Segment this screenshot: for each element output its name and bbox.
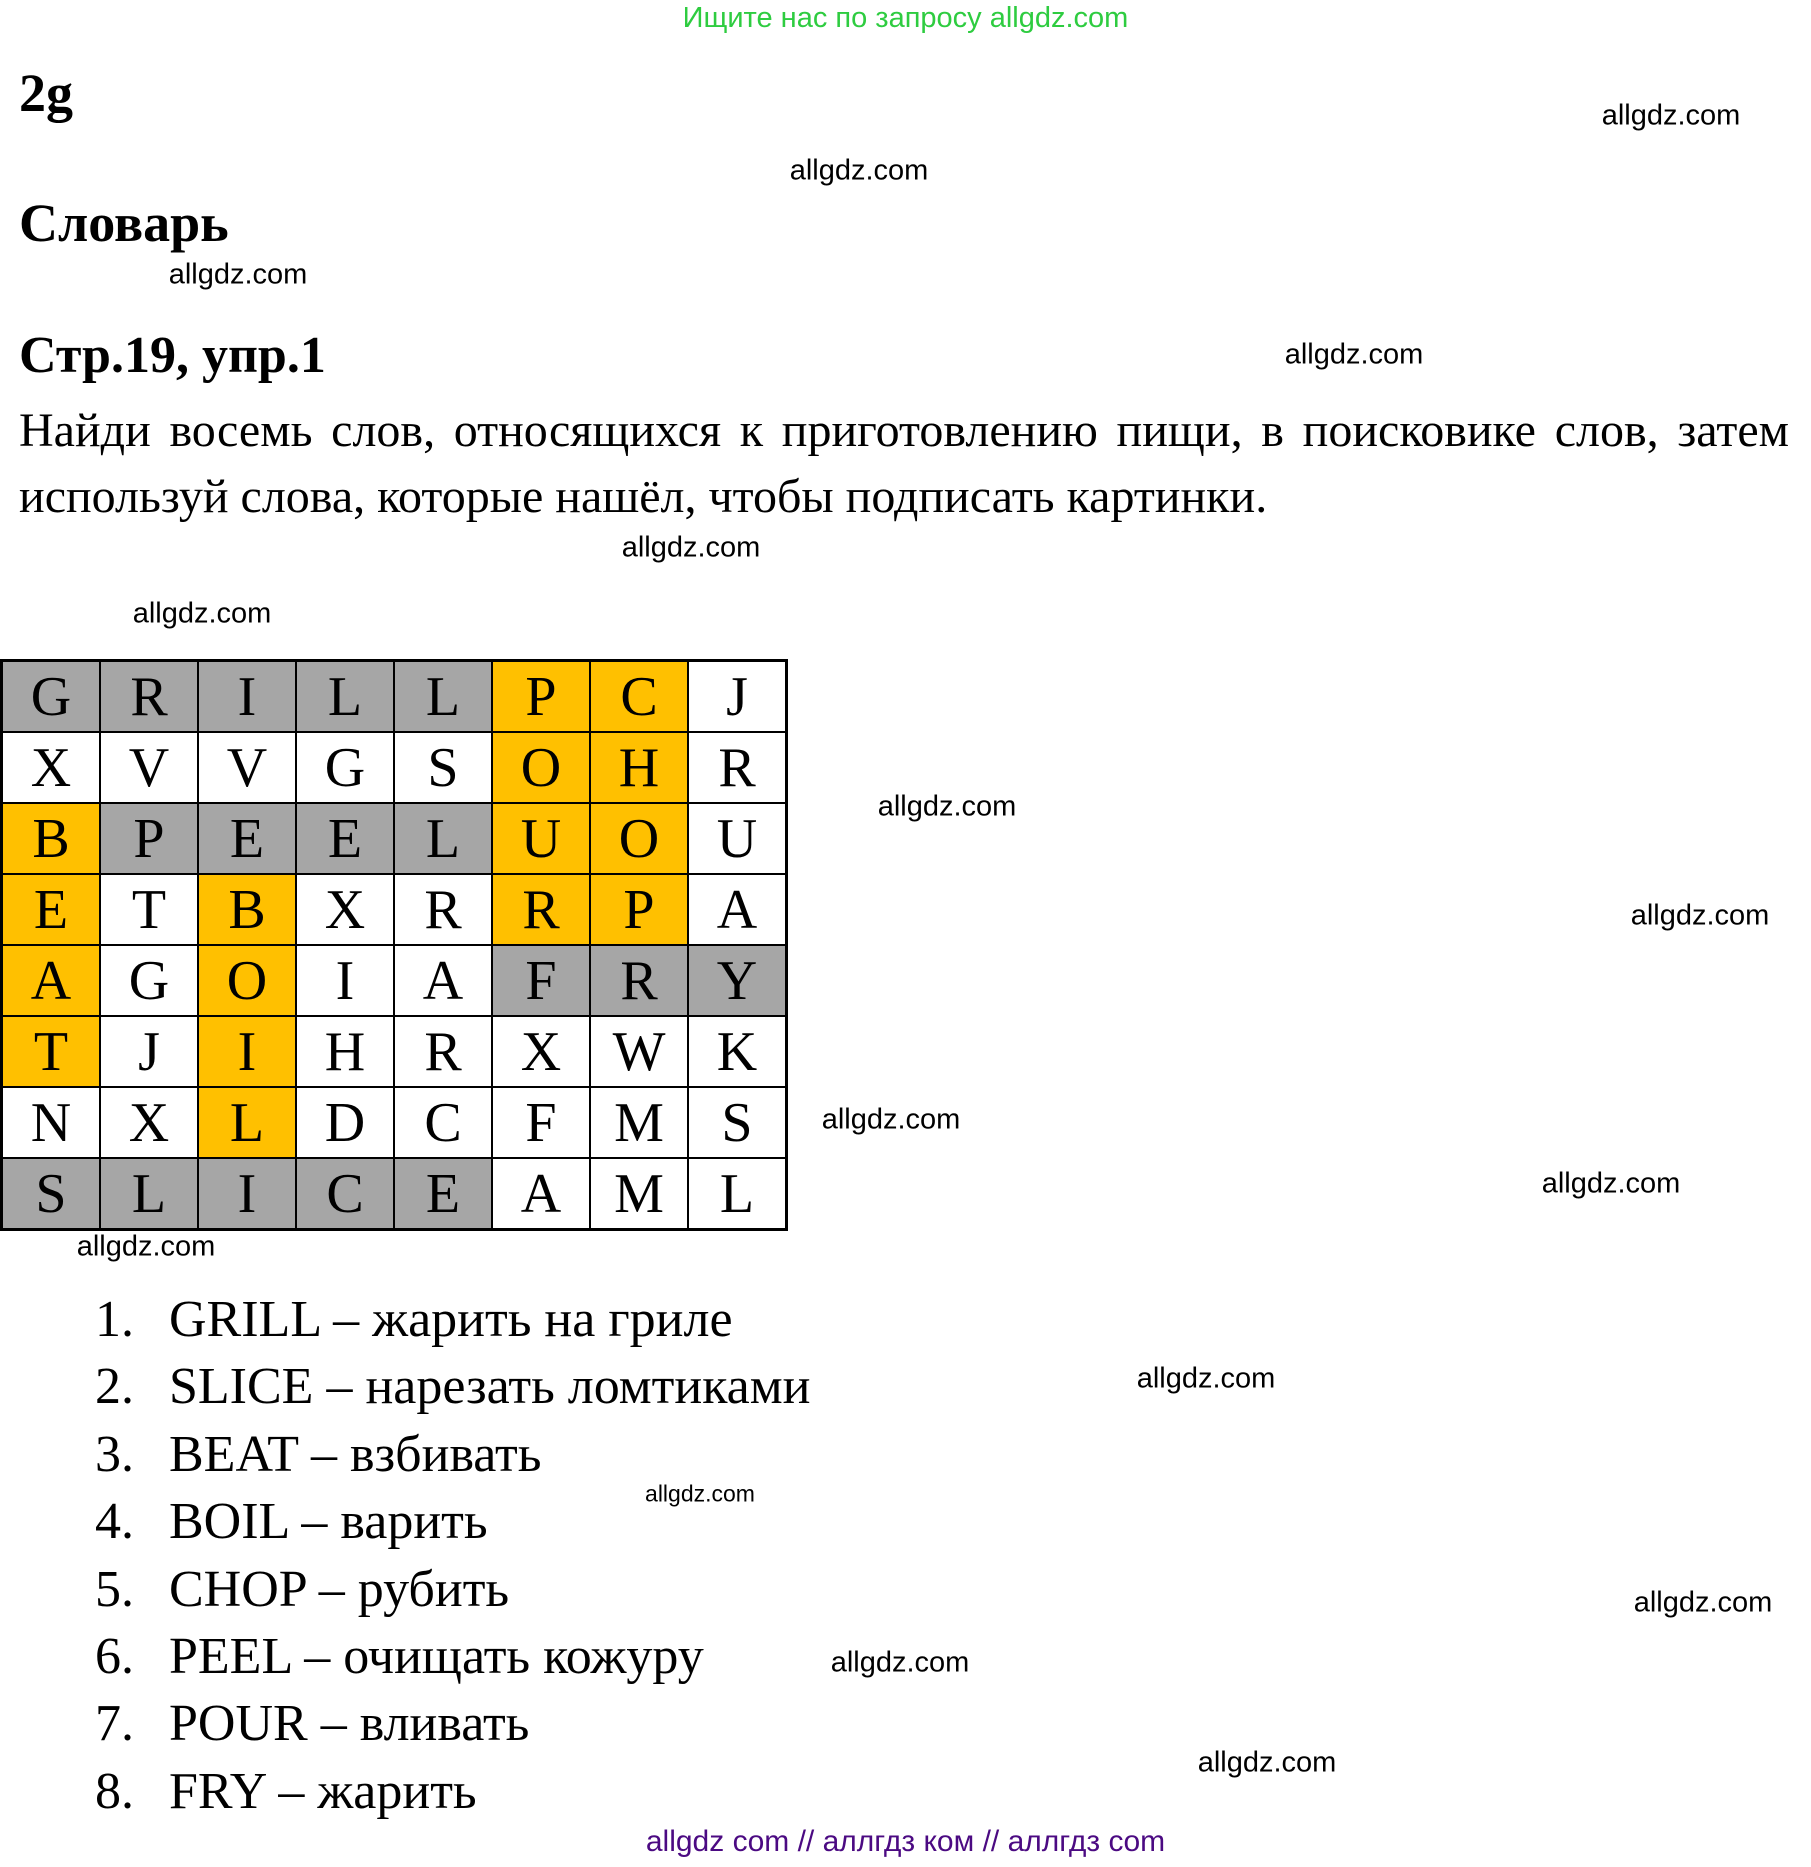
grid-cell: P (492, 661, 590, 733)
grid-cell: E (296, 803, 394, 874)
answer-number: 1. (95, 1291, 134, 1348)
answer-number: 5. (95, 1560, 134, 1618)
grid-cell: B (198, 874, 296, 945)
grid-cell: D (296, 1087, 394, 1158)
grid-cell: H (590, 732, 688, 803)
grid-cell: L (100, 1158, 198, 1230)
answer-number: 8. (95, 1762, 134, 1820)
grid-row (2, 1087, 787, 1158)
grid-cell: S (688, 1087, 787, 1158)
grid-row (2, 732, 787, 803)
section-code: 2g (19, 63, 73, 123)
grid-cell: G (2, 661, 101, 733)
grid-cell: A (394, 945, 492, 1016)
grid-cell: G (296, 732, 394, 803)
grid-cell: L (688, 1158, 787, 1230)
grid-row (2, 1158, 787, 1230)
grid-cell: I (198, 661, 296, 733)
section-title: Словарь (19, 193, 229, 253)
answer-text: SLICE – нарезать ломтиками (169, 1358, 811, 1416)
grid-cell: L (394, 803, 492, 874)
grid-row (2, 803, 787, 874)
grid-cell: T (100, 874, 198, 945)
answer-number: 6. (95, 1628, 134, 1685)
grid-cell: L (296, 661, 394, 733)
watermark: allgdz.com (821, 1103, 961, 1136)
top-banner[interactable]: Ищите нас по запросу allgdz.com (682, 2, 1129, 34)
grid-cell: M (590, 1158, 688, 1230)
watermark: allgdz.com (1541, 1167, 1681, 1200)
grid-cell: V (100, 732, 198, 803)
answer-text: FRY – жарить (169, 1762, 477, 1820)
grid-cell: N (2, 1087, 101, 1158)
grid-cell: R (100, 661, 198, 733)
grid-cell: K (688, 1016, 787, 1087)
grid-cell: E (198, 803, 296, 874)
grid-cell: G (100, 945, 198, 1016)
grid-cell: A (492, 1158, 590, 1230)
answer-text: BEAT – взбивать (169, 1425, 542, 1483)
grid-cell: F (492, 1087, 590, 1158)
grid-cell: R (394, 1016, 492, 1087)
grid-cell: L (394, 661, 492, 733)
grid-cell: X (2, 732, 101, 803)
answer-number: 3. (95, 1425, 134, 1483)
watermark: allgdz.com (1284, 338, 1424, 371)
watermark: allgdz.com (1630, 899, 1770, 932)
grid-cell: C (590, 661, 688, 733)
answer-number: 4. (95, 1493, 134, 1551)
grid-cell: O (198, 945, 296, 1016)
watermark: allgdz.com (1633, 1586, 1773, 1619)
grid-cell: X (296, 874, 394, 945)
grid-cell: W (590, 1016, 688, 1087)
watermark: allgdz.com (830, 1646, 970, 1679)
grid-cell: S (2, 1158, 101, 1230)
grid-cell: Y (688, 945, 787, 1016)
bottom-banner[interactable]: allgdz com // аллгдз ком // аллгдз com (645, 1825, 1166, 1858)
watermark: allgdz.com (877, 790, 1017, 823)
grid-row (2, 661, 787, 733)
grid-cell: R (492, 874, 590, 945)
grid-row (2, 945, 787, 1016)
grid-cell: R (590, 945, 688, 1016)
grid-cell: C (296, 1158, 394, 1230)
word-search-grid (0, 659, 788, 1231)
grid-cell: J (688, 661, 787, 733)
grid-cell: A (688, 874, 787, 945)
grid-cell: I (198, 1016, 296, 1087)
grid-cell: L (198, 1087, 296, 1158)
answer-text: GRILL – жарить на гриле (169, 1291, 733, 1348)
instructions: Найди восемь слов, относящихся к приготовлению пищи, в поисковике слов, затем используй слова, которые нашёл, чтобы подписать картинки. (19, 404, 1789, 523)
watermark: allgdz.com (789, 154, 929, 187)
watermark: allgdz.com (645, 1480, 755, 1507)
grid-cell: U (688, 803, 787, 874)
watermark: allgdz.com (132, 597, 272, 630)
answer-text: CHOP – рубить (169, 1560, 510, 1618)
grid-cell: J (100, 1016, 198, 1087)
watermark: allgdz.com (76, 1230, 216, 1263)
grid-row (2, 874, 787, 945)
answer-number: 7. (95, 1695, 134, 1753)
grid-cell: T (2, 1016, 101, 1087)
grid-cell: X (100, 1087, 198, 1158)
grid-cell: H (296, 1016, 394, 1087)
grid-row (2, 1016, 787, 1087)
grid-cell: A (2, 945, 101, 1016)
answer-text: BOIL – варить (169, 1493, 488, 1551)
answer-number: 2. (95, 1358, 134, 1416)
answer-text: PEEL – очищать кожуру (169, 1628, 704, 1685)
grid-cell: P (100, 803, 198, 874)
grid-cell: O (492, 732, 590, 803)
watermark: allgdz.com (1601, 99, 1741, 132)
grid-cell: P (590, 874, 688, 945)
grid-cell: F (492, 945, 590, 1016)
grid-cell: C (394, 1087, 492, 1158)
watermark: allgdz.com (1136, 1362, 1276, 1395)
watermark: allgdz.com (168, 258, 308, 291)
grid-cell: V (198, 732, 296, 803)
grid-cell: S (394, 732, 492, 803)
grid-cell: I (296, 945, 394, 1016)
answer-text: POUR – вливать (169, 1695, 530, 1753)
grid-cell: X (492, 1016, 590, 1087)
grid-cell: I (198, 1158, 296, 1230)
exercise-title: Стр.19, упр.1 (19, 327, 326, 384)
grid-cell: R (394, 874, 492, 945)
grid-cell: M (590, 1087, 688, 1158)
grid-cell: E (394, 1158, 492, 1230)
grid-cell: E (2, 874, 101, 945)
grid-cell: O (590, 803, 688, 874)
watermark: allgdz.com (1197, 1746, 1337, 1779)
grid-cell: R (688, 732, 787, 803)
grid-cell: B (2, 803, 101, 874)
watermark: allgdz.com (621, 531, 761, 564)
grid-cell: U (492, 803, 590, 874)
